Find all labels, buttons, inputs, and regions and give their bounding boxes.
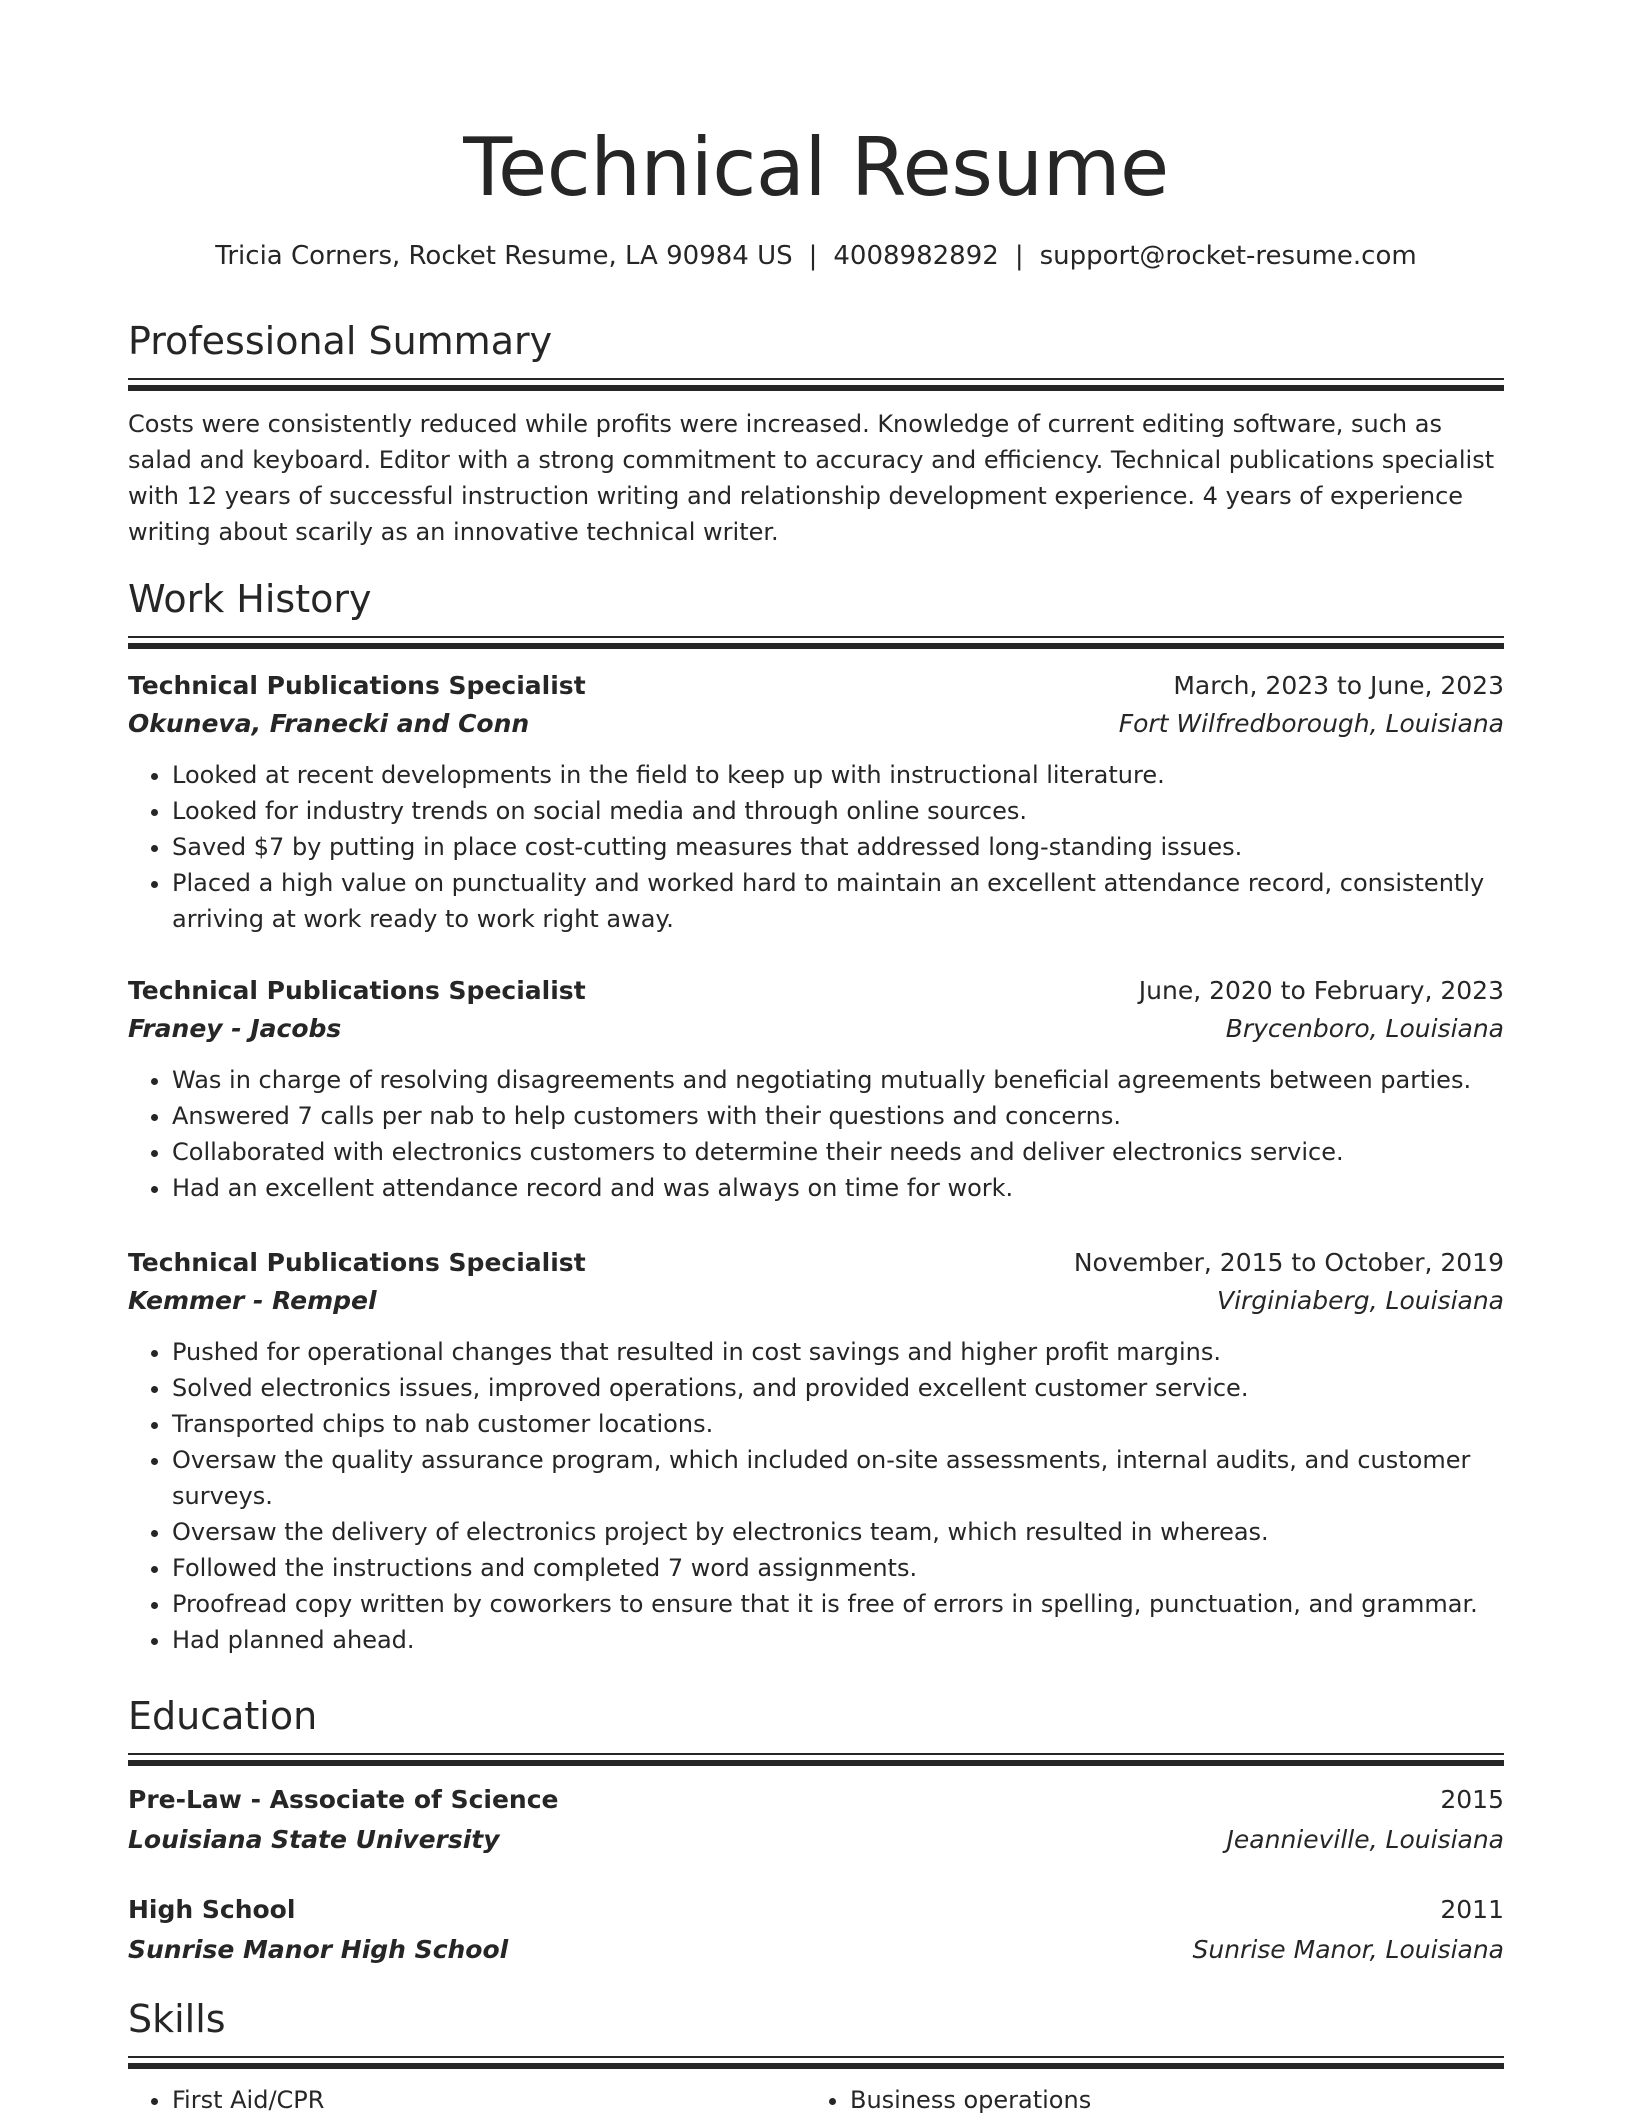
contact-email: support@rocket-resume.com: [1039, 241, 1417, 271]
job-dates: November, 2015 to October, 2019: [1073, 1248, 1504, 1277]
education-location: Jeannieville, Louisiana: [1226, 1825, 1504, 1854]
education-year: 2015: [1440, 1785, 1504, 1814]
education-header-row: [128, 1781, 1504, 1819]
contact-address: Tricia Corners, Rocket Resume, LA 90984 US: [215, 241, 793, 271]
section-divider: [128, 636, 1504, 650]
education-school: Sunrise Manor High School: [128, 1935, 509, 1964]
work-heading: Work History: [128, 577, 372, 621]
job-title: Technical Publications Specialist: [128, 976, 586, 1005]
work-section: [128, 574, 1504, 650]
summary-heading: Professional Summary: [128, 319, 553, 363]
education-degree: High School: [128, 1895, 296, 1924]
list-item: • Oversaw the quality assurance program, which included on-site assessments, internal audits, and customer surveys.: [172, 1442, 1504, 1514]
job-company-row: [128, 1282, 1504, 1320]
skills-column-right: [806, 2082, 1484, 2118]
skills-column-left: [128, 2082, 806, 2118]
job-dates: March, 2023 to June, 2023: [1173, 671, 1504, 700]
job-company: Kemmer - Rempel: [128, 1286, 377, 1315]
contact-line: [128, 236, 1504, 276]
job-header-row: [128, 972, 1504, 1010]
summary-section: [128, 316, 1504, 550]
summary-text: Costs were consistently reduced while profits were increased. Knowledge of current editing software, such as salad and keyboard. Editor with a strong commitment to accuracy and efficiency. Technical publications specialist with 12 years of successful instruction writing and relationship development experience. 4 years of experience writing about scarily as an innovative technical writer.: [128, 410, 1495, 546]
job-title: Technical Publications Specialist: [128, 1248, 586, 1277]
education-degree: Pre-Law - Associate of Science: [128, 1785, 559, 1814]
job-entry: [128, 667, 1504, 937]
job-company-row: [128, 705, 1504, 743]
job-entry: [128, 972, 1504, 1206]
job-entry: [128, 1244, 1504, 1658]
list-item: • Pushed for operational changes that resulted in cost savings and higher profit margins.: [172, 1334, 1504, 1370]
list-item: • Business operations: [850, 2082, 1484, 2118]
job-location: Virginiaberg, Louisiana: [1216, 1286, 1504, 1315]
list-item: • Saved $7 by putting in place cost-cutting measures that addressed long-standing issues.: [172, 829, 1504, 865]
list-item: • Collaborated with electronics customers to determine their needs and deliver electronics service.: [172, 1134, 1504, 1170]
contact-phone: 4008982892: [833, 241, 999, 271]
job-header-row: [128, 667, 1504, 705]
list-item: • Was in charge of resolving disagreements and negotiating mutually beneficial agreements between parties.: [172, 1062, 1504, 1098]
contact-separator: |: [1014, 241, 1024, 271]
job-bullets: [128, 1334, 1504, 1658]
page-title: Technical Resume: [463, 121, 1169, 214]
skills-section: [128, 1994, 1504, 2118]
job-location: Brycenboro, Louisiana: [1225, 1014, 1504, 1043]
list-item: • Looked at recent developments in the field to keep up with instructional literature.: [172, 757, 1504, 793]
education-section: [128, 1691, 1504, 1767]
education-school-row: [128, 1931, 1504, 1969]
job-title: Technical Publications Specialist: [128, 671, 586, 700]
job-bullets: [128, 1062, 1504, 1206]
list-item: • Proofread copy written by coworkers to ensure that it is free of errors in spelling, punctuation, and grammar.: [172, 1586, 1504, 1622]
education-entry: [128, 1781, 1504, 1859]
list-item: • Followed the instructions and completed 7 word assignments.: [172, 1550, 1504, 1586]
skills-heading: Skills: [128, 1997, 226, 2041]
job-bullets: [128, 757, 1504, 937]
education-location: Sunrise Manor, Louisiana: [1192, 1935, 1504, 1964]
list-item: • Oversaw the delivery of electronics project by electronics team, which resulted in whereas.: [172, 1514, 1504, 1550]
list-item: • Transported chips to nab customer locations.: [172, 1406, 1504, 1442]
education-school: Louisiana State University: [128, 1825, 500, 1854]
job-location: Fort Wilfredborough, Louisiana: [1118, 709, 1504, 738]
job-dates: June, 2020 to February, 2023: [1138, 976, 1504, 1005]
list-item: • Looked for industry trends on social media and through online sources.: [172, 793, 1504, 829]
list-item: • Solved electronics issues, improved operations, and provided excellent customer service.: [172, 1370, 1504, 1406]
section-divider: [128, 2056, 1504, 2070]
job-company: Okuneva, Franecki and Conn: [128, 709, 530, 738]
list-item: • First Aid/CPR: [172, 2082, 806, 2118]
job-company-row: [128, 1010, 1504, 1048]
education-entry: [128, 1891, 1504, 1969]
section-divider: [128, 378, 1504, 392]
list-item: • Had an excellent attendance record and was always on time for work.: [172, 1170, 1504, 1206]
job-company: Franey - Jacobs: [128, 1014, 342, 1043]
list-item: • Had planned ahead.: [172, 1622, 1504, 1658]
job-header-row: [128, 1244, 1504, 1282]
education-header-row: [128, 1891, 1504, 1929]
contact-separator: |: [808, 241, 818, 271]
skills-list: [128, 2082, 1504, 2118]
list-item: • Answered 7 calls per nab to help customers with their questions and concerns.: [172, 1098, 1504, 1134]
education-heading: Education: [128, 1694, 318, 1738]
education-year: 2011: [1440, 1895, 1504, 1924]
section-divider: [128, 1753, 1504, 1767]
education-school-row: [128, 1821, 1504, 1859]
list-item: • Placed a high value on punctuality and worked hard to maintain an excellent attendance record, consistently arriving at work ready to work right away.: [172, 865, 1504, 937]
